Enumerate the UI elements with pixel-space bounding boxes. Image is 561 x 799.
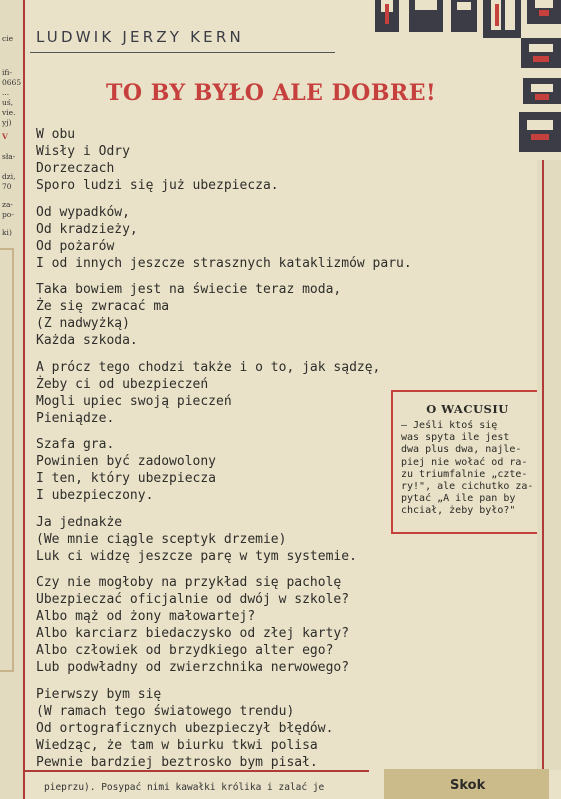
sidebar-title: O WACUSIU [426,402,509,416]
left-fragment: dzi, [2,172,16,181]
sidebar-line: — Jeśli ktoś się [401,420,498,431]
poem-line: Sporo ludzi się już ubezpiecza. [36,178,279,193]
left-fragment: za- [2,200,13,209]
stanza [36,686,396,771]
left-fragment: vie. [2,108,16,117]
bottom-article-fragment: pieprzu). Posypać nimi kawałki królika i zalać je [44,782,325,793]
stanza [36,281,396,349]
right-red-rule [542,160,544,770]
poem-line: Wisły i Odry [36,144,130,159]
left-neighbor-column [0,0,24,799]
poem-line: Pierwszy bym się [36,686,162,702]
poem-line: Szafa gra. [36,437,115,452]
poem-line: Że się zwracać ma [36,299,170,314]
left-fragment: ki) [2,228,12,237]
sidebar-line: dwa plus dwa, najle- [401,444,522,456]
sidebar-box-o-wacusiu [391,390,544,534]
stanza [36,436,396,504]
left-fragment: ... [2,88,10,97]
poem-line: A prócz tego chodzi także i o to, jak sądzę, [36,359,381,375]
poem-line: Albo karciarz biedaczysko od złej karty? [36,626,350,641]
poem-line: Powinien być zadowolony [36,454,217,469]
left-fragment: 0665 [2,78,22,87]
poem-line: Mogli upiec swoją pieczeń [36,393,232,409]
poem-line: (We mnie ciągle sceptyk drzemie) [36,531,287,547]
poem-line: W obu [36,127,76,142]
left-fragment: cie [2,34,14,43]
stanza [36,359,396,427]
poem-line: I od innych jeszcze strasznych kataklizmów paru. [36,255,412,271]
poem-line: Pieniądze. [36,410,115,426]
poem-line: Każda szkoda. [36,333,138,348]
poem-line: Dorzeczach [36,161,115,176]
left-fragment: ifi- [2,68,12,77]
sidebar-line: was spyta ile jest [401,432,510,444]
left-border-box [0,248,14,672]
sidebar-line: chciał, żeby było?" [401,505,516,517]
poem-line: Pewnie bardziej beztrosko bym pisał. [36,754,318,770]
poem-line: Albo człowiek od brzydkiego alter ego? [36,643,334,658]
poem-line: (W ramach tego światowego trendu) [36,703,295,719]
left-fragment: yj) [2,118,12,127]
poem-line: I ubezpieczony. [36,488,154,503]
sidebar-line: zu triumfalnie „czte- [401,468,528,480]
poem-line: I ten, który ubezpiecza [36,471,217,486]
poem-line: Taka bowiem jest na świecie teraz moda, [36,282,342,297]
poem-line: (Z nadwyżką) [36,316,130,331]
poem-line: Czy nie mogłoby na przykład się pacholę [36,575,342,590]
stanza [36,204,412,272]
poem-line: Lub podwładny od zwierzchnika nerwowego? [36,660,350,675]
poem-line: Ja jednakże [36,514,123,530]
stanza [36,514,396,565]
sidebar-line: ry!", ale cichutko za- [401,481,534,493]
poem-body [36,126,412,780]
poem-line: Luk ci widzę jeszcze parę w tym systemie. [36,548,357,564]
sidebar-text [401,420,534,518]
sidebar-line: pytać „A ile pan by [401,493,516,505]
left-red-rule [23,0,25,799]
left-fragment: po- [2,210,14,219]
next-article-title: Skok [450,778,486,793]
poem-line: Ubezpieczać oficjalnie od dwój w szkole? [36,592,350,607]
left-fragment: V [2,132,8,141]
poem-title: TO BY BYŁO ALE DOBRE! [106,80,437,106]
stanza [36,574,396,676]
left-fragment: uś, [2,98,14,107]
right-margin [537,160,561,770]
left-fragment: 70 [2,182,12,191]
stanza [36,126,396,194]
left-fragment: sła- [2,152,16,161]
sidebar-line: piej nie wołać od ra- [401,456,528,468]
poem-line: Od ortograficznych ubezpieczył błędów. [36,720,334,736]
poem-line: Albo mąż od żony małowartej? [36,609,256,624]
poem-line: Od kradzieży, [36,221,138,237]
header-rule [30,52,335,53]
author-name: LUDWIK JERZY KERN [36,28,244,46]
poem-line: Od wypadków, [36,204,130,220]
bottom-red-rule [24,770,369,772]
poem-line: Wiedząc, że tam w biurku tkwi polisa [36,737,318,753]
poem-line: Żeby ci od ubezpieczeń [36,376,209,392]
poem-line: Od pożarów [36,238,115,254]
